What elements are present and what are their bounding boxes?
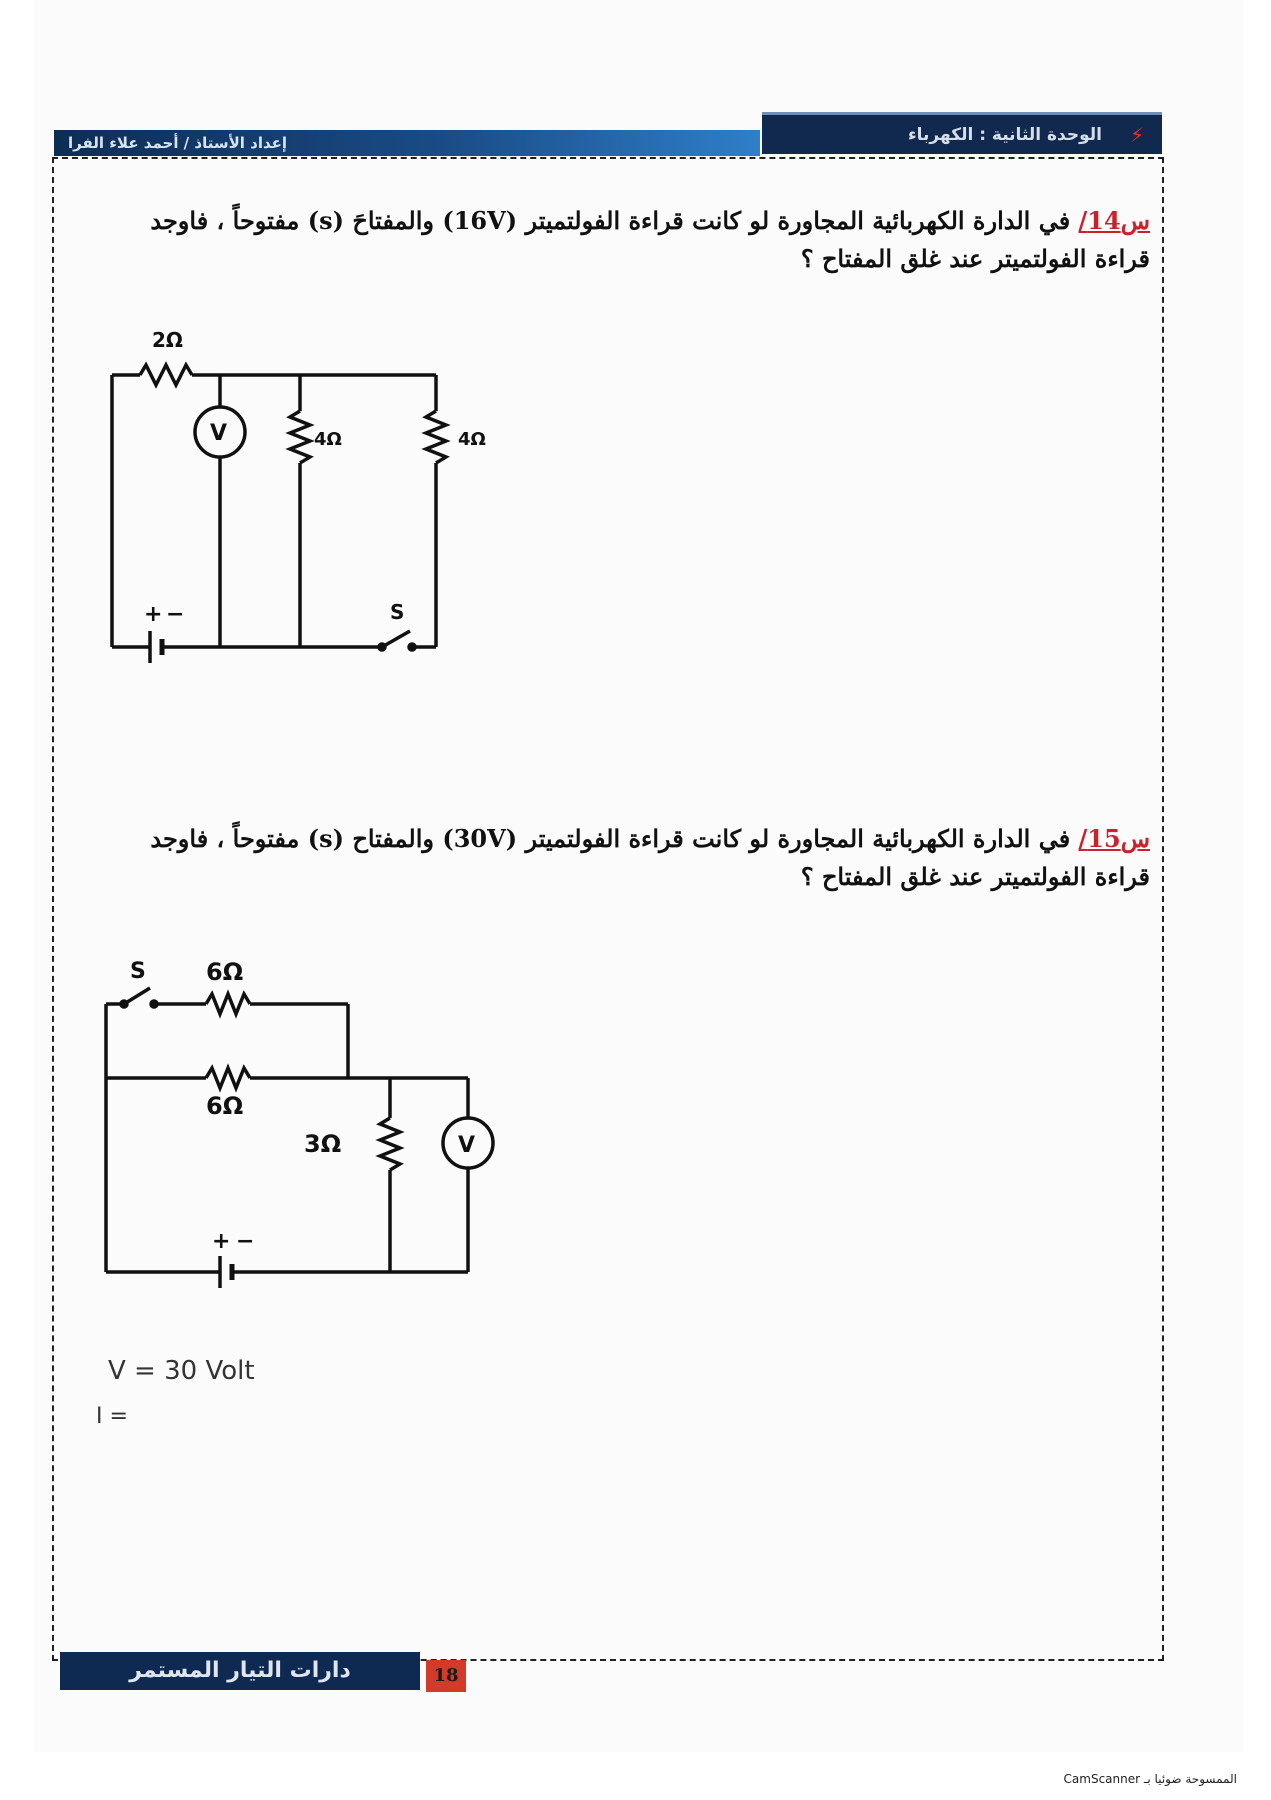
label-switch: S — [130, 959, 146, 984]
label-switch: S — [390, 600, 405, 624]
page-number: 18 — [426, 1660, 466, 1692]
question-15-line2: قراءة الفولتميتر عند غلق المفتاح ؟ — [800, 862, 1150, 891]
question-14-line2: قراءة الفولتميتر عند غلق المفتاح ؟ — [800, 244, 1150, 273]
switch-blade — [382, 631, 410, 647]
circuit-15 — [96, 950, 516, 1334]
battery-plus: + — [144, 602, 163, 627]
question-14-number: س14/ — [1078, 206, 1150, 235]
battery-minus: − — [166, 602, 185, 627]
question-15-line1 — [120, 820, 1150, 858]
question-14-text: في الدارة الكهربائية المجاورة لو كانت قراءة الفولتميتر (16V) والمفتاحَ (s) مفتوحاً ، فاوجد — [150, 206, 1071, 235]
unit-banner — [762, 112, 1162, 154]
question-15-text: في الدارة الكهربائية المجاورة لو كانت قراءة الفولتميتر (30V) والمفتاح (s) مفتوحاً ، فاوجد — [150, 824, 1071, 853]
question-14 — [120, 202, 1150, 278]
circuit-14 — [100, 325, 520, 689]
question-15-number: س15/ — [1078, 824, 1150, 853]
resistor-6ohm-middle — [206, 1068, 250, 1088]
camscanner-watermark: الممسوحة ضوئيا بـ CamScanner — [1063, 1772, 1237, 1786]
handwritten-voltage: V = 30 Volt — [108, 1356, 255, 1386]
handwritten-current: I = — [96, 1404, 128, 1429]
switch-blade — [124, 988, 150, 1004]
resistor-3ohm — [380, 1118, 400, 1170]
battery-plus: + — [212, 1229, 231, 1254]
lightning-icon: ⚡ — [1129, 123, 1144, 147]
teacher-banner: إعداد الأستاذ / أحمد علاء الفرا — [54, 130, 760, 156]
unit-title: الوحدة الثانية : الكهرباء — [907, 125, 1102, 145]
label-r-mid: 4Ω — [314, 429, 342, 450]
voltmeter-label: V — [458, 1133, 476, 1158]
resistor-4ohm-right — [426, 411, 446, 463]
label-r-top: 2Ω — [152, 328, 183, 352]
footer-chapter-title: دارات التيار المستمر — [60, 1652, 420, 1690]
battery-minus: − — [236, 1229, 255, 1254]
question-15 — [120, 820, 1150, 896]
label-r-vertical: 3Ω — [304, 1130, 342, 1158]
label-r-right: 4Ω — [458, 429, 486, 450]
resistor-2ohm — [140, 365, 192, 385]
voltmeter-label: V — [210, 421, 228, 446]
resistor-4ohm-mid — [290, 411, 310, 463]
label-r-middle: 6Ω — [206, 1092, 244, 1120]
resistor-6ohm-top — [206, 994, 250, 1014]
label-r-top: 6Ω — [206, 958, 244, 986]
question-14-line1 — [120, 202, 1150, 240]
